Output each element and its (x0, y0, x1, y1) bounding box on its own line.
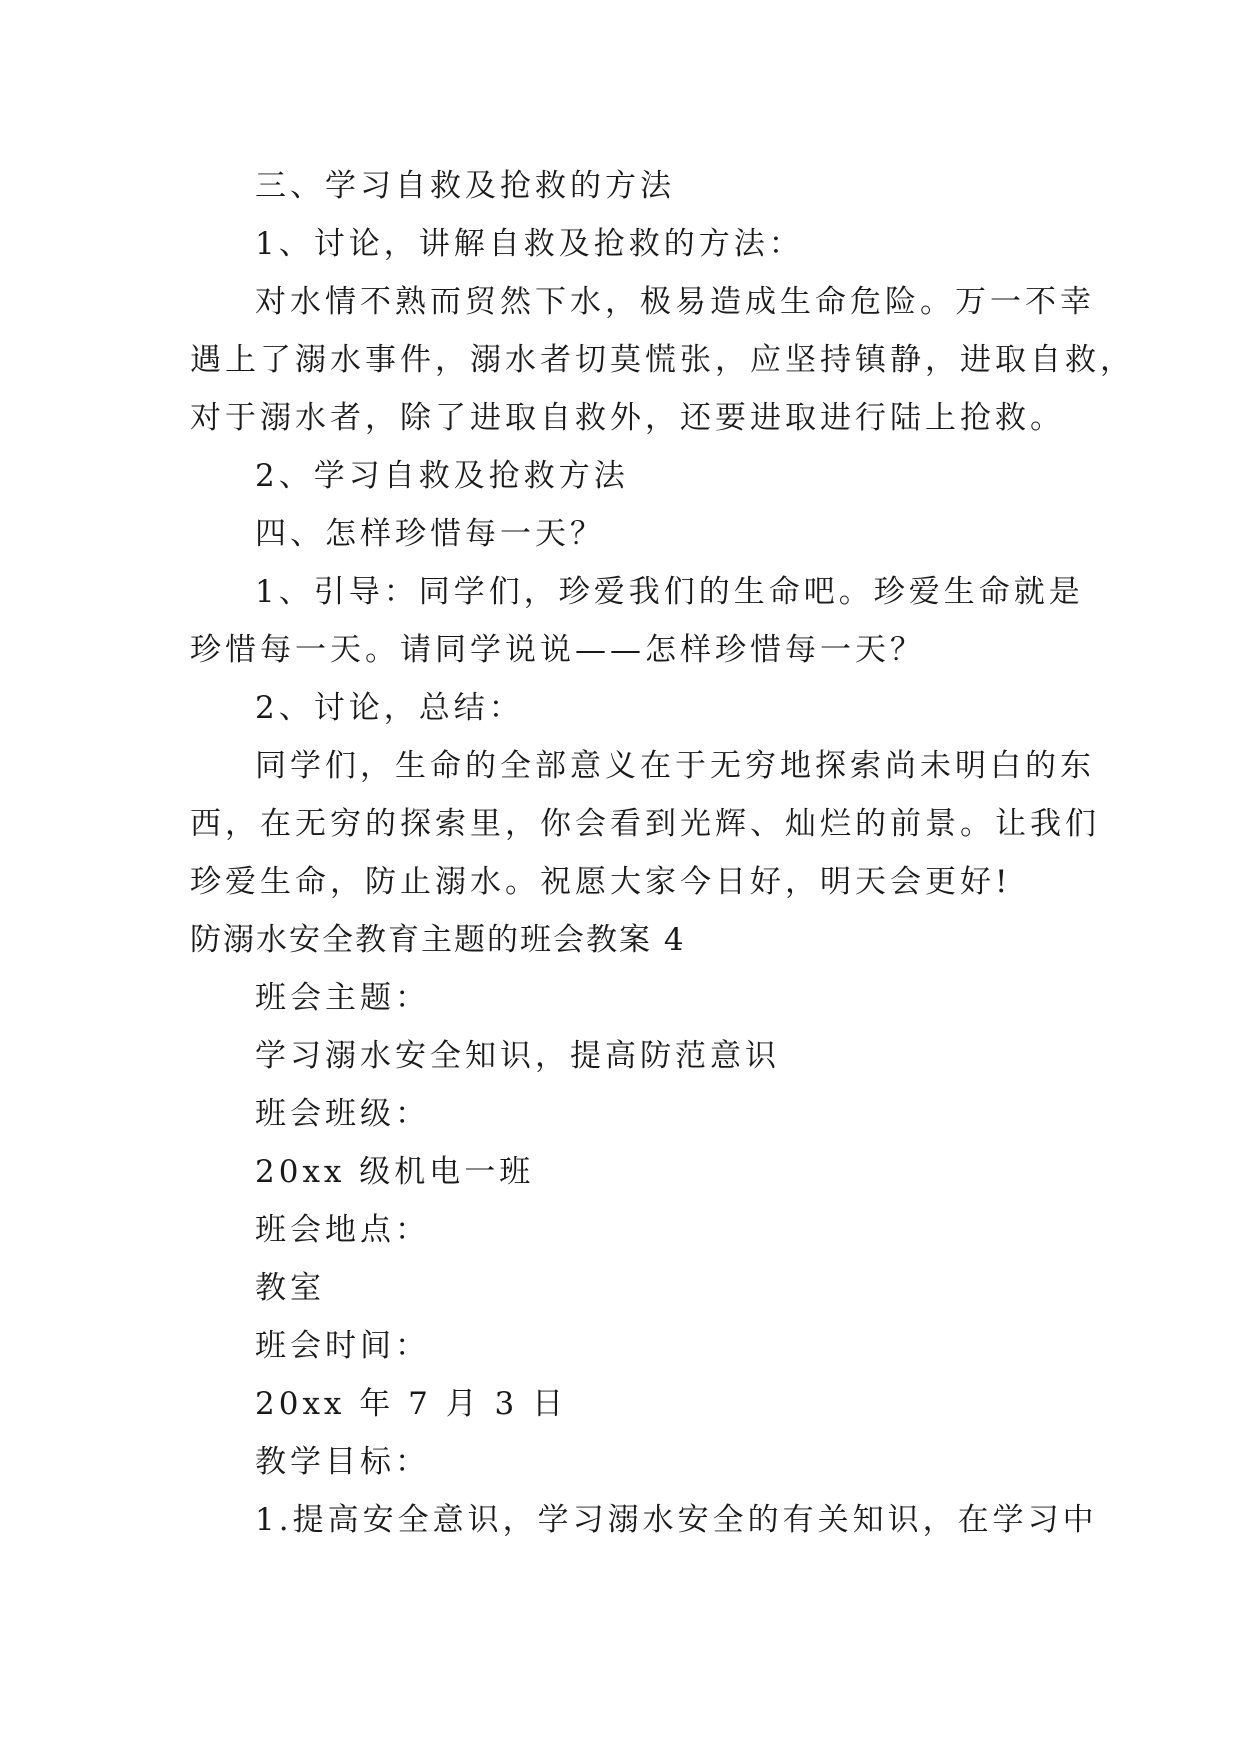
field-value: 学习溺水安全知识，提高防范意识 (255, 1038, 780, 1074)
paragraph-line: 同学们，生命的全部意义在于无穷地探索尚未明白的东 (255, 748, 1095, 784)
field-label: 班会时间： (255, 1328, 430, 1364)
field-value: 20xx 级机电一班 (255, 1154, 535, 1190)
paragraph-line: 西，在无穷的探索里，你会看到光辉、灿烂的前景。让我们 (190, 806, 1100, 842)
field-value: 20xx 年 7 月 3 日 (255, 1386, 568, 1422)
paragraph-line: 对于溺水者，除了进取自救外，还要进取进行陆上抢救。 (190, 400, 1065, 436)
lesson-plan-title: 防溺水安全教育主题的班会教案 4 (190, 922, 686, 958)
section-heading-4: 四、怎样珍惜每一天？ (255, 516, 605, 552)
paragraph-line: 珍惜每一天。请同学说说——怎样珍惜每一天？ (190, 632, 925, 668)
paragraph-line: 2、学习自救及抢救方法 (255, 458, 629, 494)
field-label: 教学目标： (255, 1444, 430, 1480)
field-value: 教室 (255, 1270, 325, 1306)
field-label: 班会班级： (255, 1096, 430, 1132)
section-heading-3: 三、学习自救及抢救的方法 (255, 168, 675, 204)
paragraph-line: 珍爱生命，防止溺水。祝愿大家今日好，明天会更好! (190, 864, 1012, 900)
field-label: 班会主题： (255, 980, 430, 1016)
paragraph-line: 1、引导：同学们，珍爱我们的生命吧。珍爱生命就是 (255, 574, 1084, 610)
paragraph-line: 2、讨论，总结： (255, 690, 524, 726)
field-label: 班会地点： (255, 1212, 430, 1248)
paragraph-line: 1.提高安全意识，学习溺水安全的有关知识，在学习中 (255, 1502, 1098, 1538)
paragraph-line: 1、讨论，讲解自救及抢救的方法： (255, 226, 804, 262)
paragraph-line: 遇上了溺水事件，溺水者切莫慌张，应坚持镇静，进取自救， (190, 342, 1135, 378)
paragraph-line: 对水情不熟而贸然下水，极易造成生命危险。万一不幸 (255, 284, 1095, 320)
